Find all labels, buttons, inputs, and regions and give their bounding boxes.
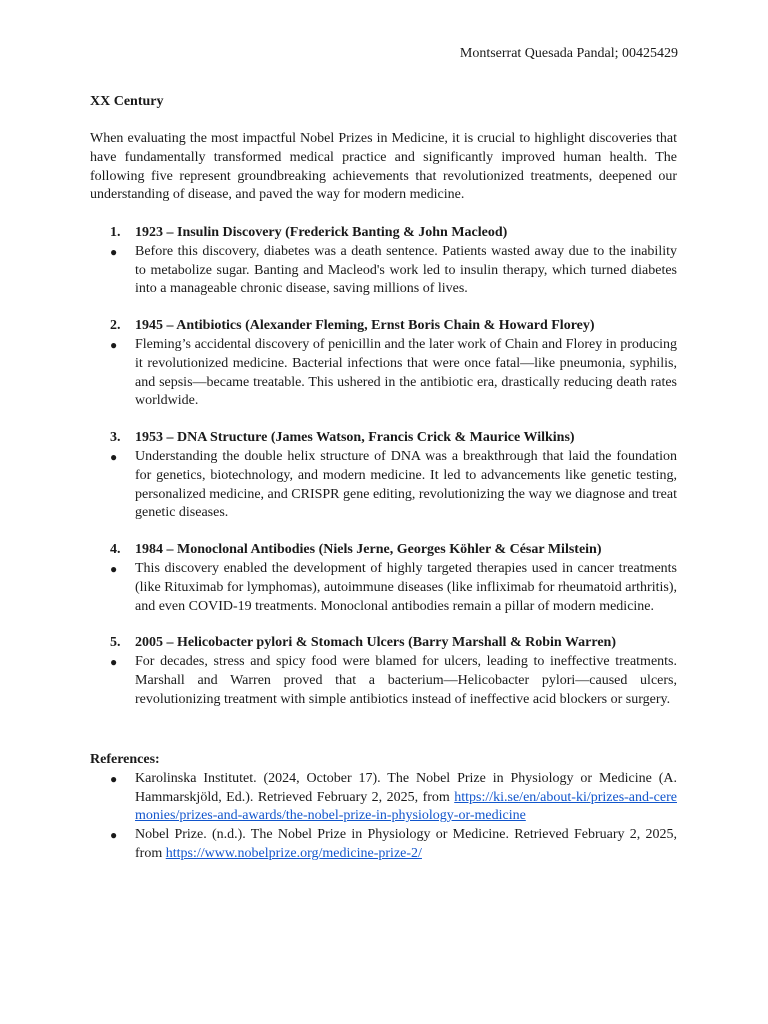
reference-item [90, 770, 677, 826]
prize-description-text: This discovery enabled the development of highly targeted therapies used in cancer treatments (like Rituximab for lymphomas), autoimmune diseases (like infliximab for rheumatoid arthritis), and even COVID-19 treatments. Monoclonal antibodies remain a pillar of modern medicine. [135, 560, 677, 614]
intro-paragraph: When evaluating the most impactful Nobel Prizes in Medicine, it is crucial to highlight discoveries that have fundamentally transformed medical practice and significantly improved human health. The following five represent groundbreaking achievements that revolutionized treatments, deepened our understanding of disease, and paved the way for modern medicine. [90, 131, 677, 203]
author-line: Montserrat Quesada Pandal; 00425429 [459, 46, 678, 61]
prize-item [90, 429, 677, 523]
prize-description-text: Fleming’s accidental discovery of penicillin and the later work of Chain and Florey in producing it revolutionized medicine. Bacterial infections that were once fatal—like pneumonia, syphilis, and sepsis—became treatable. This ushered in the antibiotic era, drastically reducing death rates worldwide. [135, 336, 677, 409]
prize-description [90, 653, 677, 709]
prize-description-text: Understanding the double helix structure of DNA was a breakthrough that laid the foundation for genetics, biotechnology, and modern medicine. It led to advancements like genetic testing, personalized medicine, and CRISPR gene editing, revolutionizing the way we diagnose and treat genetic diseases. [135, 448, 677, 521]
bullet-icon: ● [110, 244, 118, 259]
prize-description-text: Before this discovery, diabetes was a death sentence. Patients wasted away due to the inability to metabolize sugar. Banting and Macleod's work led to insulin therapy, which turned diabetes into a manageable chronic disease, saving millions of lives. [135, 243, 677, 297]
prize-title-text: 2005 – Helicobacter pylori & Stomach Ulcers (Barry Marshall & Robin Warren) [135, 635, 616, 651]
section-heading: XX Century [90, 94, 164, 109]
prize-title [90, 429, 677, 448]
reference-text-container [135, 770, 677, 826]
bullet-icon: ● [110, 449, 118, 464]
prize-description [90, 336, 677, 411]
prize-item [90, 541, 677, 616]
prize-number: 4. [110, 542, 121, 558]
reference-item [90, 826, 677, 864]
prize-title [90, 541, 677, 560]
prize-item [90, 634, 677, 709]
prize-list [90, 224, 677, 728]
prize-title [90, 224, 677, 243]
prize-number: 3. [110, 430, 121, 446]
references-section [90, 751, 677, 864]
prize-description [90, 448, 677, 523]
prize-title-text: 1945 – Antibiotics (Alexander Fleming, Ernst Boris Chain & Howard Florey) [135, 318, 595, 334]
bullet-icon: ● [110, 771, 118, 786]
prize-item [90, 224, 677, 299]
prize-title-text: 1984 – Monoclonal Antibodies (Niels Jerne, Georges Köhler & César Milstein) [135, 542, 602, 558]
reference-text-container [135, 826, 677, 864]
reference-text: Nobel Prize. (n.d.). The Nobel Prize in Physiology or Medicine. Retrieved February 2, 2025, from [135, 827, 677, 861]
prize-description-text: For decades, stress and spicy food were blamed for ulcers, leading to ineffective treatments. Marshall and Warren proved that a bacterium—Helicobacter pylori—caused ulcers, revolutionizing treatment with simple antibiotics instead of ineffective acid blockers or surgery. [135, 654, 677, 707]
prize-number: 1. [110, 225, 121, 240]
bullet-icon: ● [110, 828, 118, 843]
prize-title-text: 1953 – DNA Structure (James Watson, Francis Crick & Maurice Wilkins) [135, 430, 575, 446]
prize-title [90, 317, 677, 336]
prize-number: 2. [110, 318, 121, 334]
prize-description [90, 560, 677, 616]
reference-text: Karolinska Institutet. (2024, October 17). The Nobel Prize in Physiology or Medicine (A. Hammarskjöld, Ed.). Retrieved February 2, 2025, from [135, 770, 677, 805]
reference-link[interactable]: https://www.nobelprize.org/medicine-prize-2/ [165, 845, 422, 861]
bullet-icon: ● [110, 655, 118, 670]
bullet-icon: ● [110, 561, 118, 576]
prize-number: 5. [110, 635, 121, 651]
references-heading: References: [90, 752, 160, 767]
prize-title [90, 634, 677, 653]
bullet-icon: ● [110, 337, 118, 352]
prize-item [90, 317, 677, 411]
reference-link[interactable]: https://ki.se/en/about-ki/prizes-and-ceremonies/prizes-and-awards/the-nobel-prize-in-physiology-or-medicine [135, 789, 677, 824]
prize-title-text: 1923 – Insulin Discovery (Frederick Banting & John Macleod) [135, 225, 508, 240]
prize-description [90, 243, 677, 299]
